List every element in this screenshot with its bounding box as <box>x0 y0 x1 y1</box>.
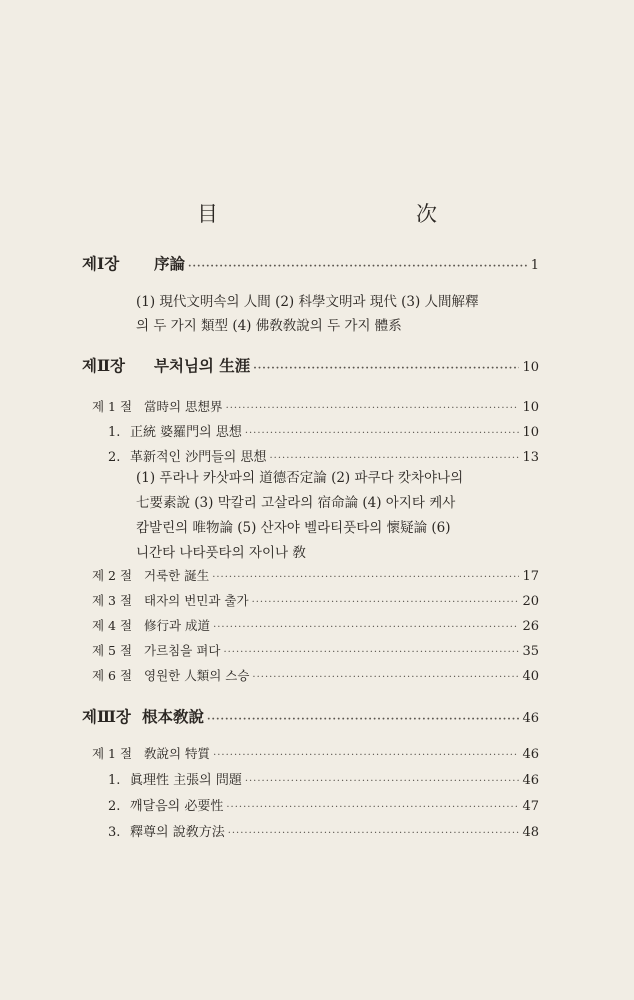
subsection-title: 正統 婆羅門의 思想 <box>130 425 242 440</box>
subsection-number: 3. <box>108 825 121 840</box>
section-title: 가르침을 펴다 <box>144 643 221 658</box>
section-title: 거룩한 誕生 <box>144 568 210 583</box>
subsection-title: 釋尊의 說敎方法 <box>130 825 225 840</box>
toc-section[interactable] <box>92 616 539 634</box>
subsection-number: 2. <box>108 799 121 814</box>
topic-line: (1) 現代文明속의 人間 (2) 科學文明과 現代 (3) 人間解釋 <box>136 294 479 310</box>
leader-dots <box>252 672 519 683</box>
subsection-number: 2. <box>108 450 121 465</box>
section-number: 제 3 절 <box>92 593 133 608</box>
page-number: 20 <box>522 594 539 609</box>
page-number: 46 <box>522 747 539 762</box>
chapter-number: 제Ⅰ장 <box>82 254 120 273</box>
leader-dots <box>188 261 528 272</box>
page-number: 48 <box>522 825 539 840</box>
topic-line: (1) 푸라나 카삿파의 道德否定論 (2) 파쿠다 캇차야나의 <box>136 470 464 486</box>
toc-section[interactable] <box>92 591 539 609</box>
leader-dots <box>228 828 520 839</box>
subsection-number: 1. <box>108 425 121 440</box>
leader-dots <box>252 597 520 608</box>
page-number: 10 <box>522 360 539 375</box>
toc-subsection[interactable] <box>108 446 539 465</box>
toc-chapter-3[interactable] <box>82 705 539 727</box>
toc-section[interactable] <box>92 566 539 584</box>
subsection-title: 깨달음의 必要性 <box>130 799 224 814</box>
subsection-title: 眞理性 主張의 問題 <box>130 773 242 788</box>
section-number: 제 1 절 <box>92 746 133 761</box>
subsection-title: 革新적인 沙門들의 思想 <box>130 450 267 465</box>
section-title: 영원한 人類의 스승 <box>144 668 250 683</box>
section-title: 修行과 成道 <box>144 618 211 633</box>
section-number: 제 5 절 <box>92 643 133 658</box>
toc-section[interactable] <box>92 744 539 762</box>
chapter-number: 제Ⅲ장 <box>82 707 131 726</box>
toc-subsection-topics <box>136 466 463 566</box>
leader-dots <box>245 776 520 787</box>
leader-dots <box>226 802 519 813</box>
chapter-title: 序論 <box>154 254 186 273</box>
page-number: 26 <box>522 619 539 634</box>
toc-section[interactable] <box>92 666 539 684</box>
topic-line: 七要素說 (3) 막칼리 고살라의 宿命論 (4) 아지타 케사 <box>136 495 456 511</box>
leader-dots <box>270 453 520 464</box>
section-title: 當時의 思想界 <box>144 399 223 414</box>
page-number: 17 <box>522 569 539 584</box>
toc-section[interactable] <box>92 397 539 415</box>
section-title: 태자의 번민과 출가 <box>144 593 249 608</box>
page-number: 35 <box>522 644 539 659</box>
topic-line: 의 두 가지 類型 (4) 佛敎敎說의 두 가지 體系 <box>136 318 402 334</box>
toc-subsection[interactable] <box>108 421 539 440</box>
topic-line: 니간타 나타풋타의 자이나 敎 <box>136 545 306 561</box>
section-title: 敎說의 特質 <box>144 746 211 761</box>
chapter-title: 根本敎說 <box>142 707 205 726</box>
leader-dots <box>245 428 520 439</box>
topic-line: 캄발린의 唯物論 (5) 산자야 벨라티풋타의 懷疑論 (6) <box>136 520 451 536</box>
toc-section[interactable] <box>92 641 539 659</box>
section-number: 제 4 절 <box>92 618 133 633</box>
chapter-number: 제Ⅱ장 <box>82 356 126 375</box>
leader-dots <box>213 750 519 761</box>
section-number: 제 6 절 <box>92 668 133 683</box>
toc-chapter-1[interactable] <box>82 252 539 274</box>
page-title: 目 次 <box>197 202 489 226</box>
page-number: 47 <box>522 799 539 814</box>
subsection-number: 1. <box>108 773 121 788</box>
toc-subsection[interactable] <box>108 769 539 788</box>
section-number: 제 1 절 <box>92 399 133 414</box>
section-number: 제 2 절 <box>92 568 133 583</box>
toc-chapter-1-topics <box>136 290 479 338</box>
page-number: 13 <box>522 450 539 465</box>
page-number: 46 <box>522 773 539 788</box>
leader-dots <box>213 622 519 633</box>
page-number: 1 <box>530 258 539 273</box>
page-number: 10 <box>522 400 539 415</box>
page-number: 46 <box>522 711 539 726</box>
leader-dots <box>223 647 519 658</box>
chapter-title: 부처님의 生涯 <box>154 356 251 375</box>
toc-chapter-2[interactable] <box>82 354 539 376</box>
leader-dots <box>207 714 519 725</box>
leader-dots <box>253 363 519 374</box>
toc-subsection[interactable] <box>108 795 539 814</box>
page-number: 10 <box>522 425 539 440</box>
leader-dots <box>226 403 520 414</box>
page-number: 40 <box>522 669 539 684</box>
toc-subsection[interactable] <box>108 821 539 840</box>
leader-dots <box>212 572 519 583</box>
